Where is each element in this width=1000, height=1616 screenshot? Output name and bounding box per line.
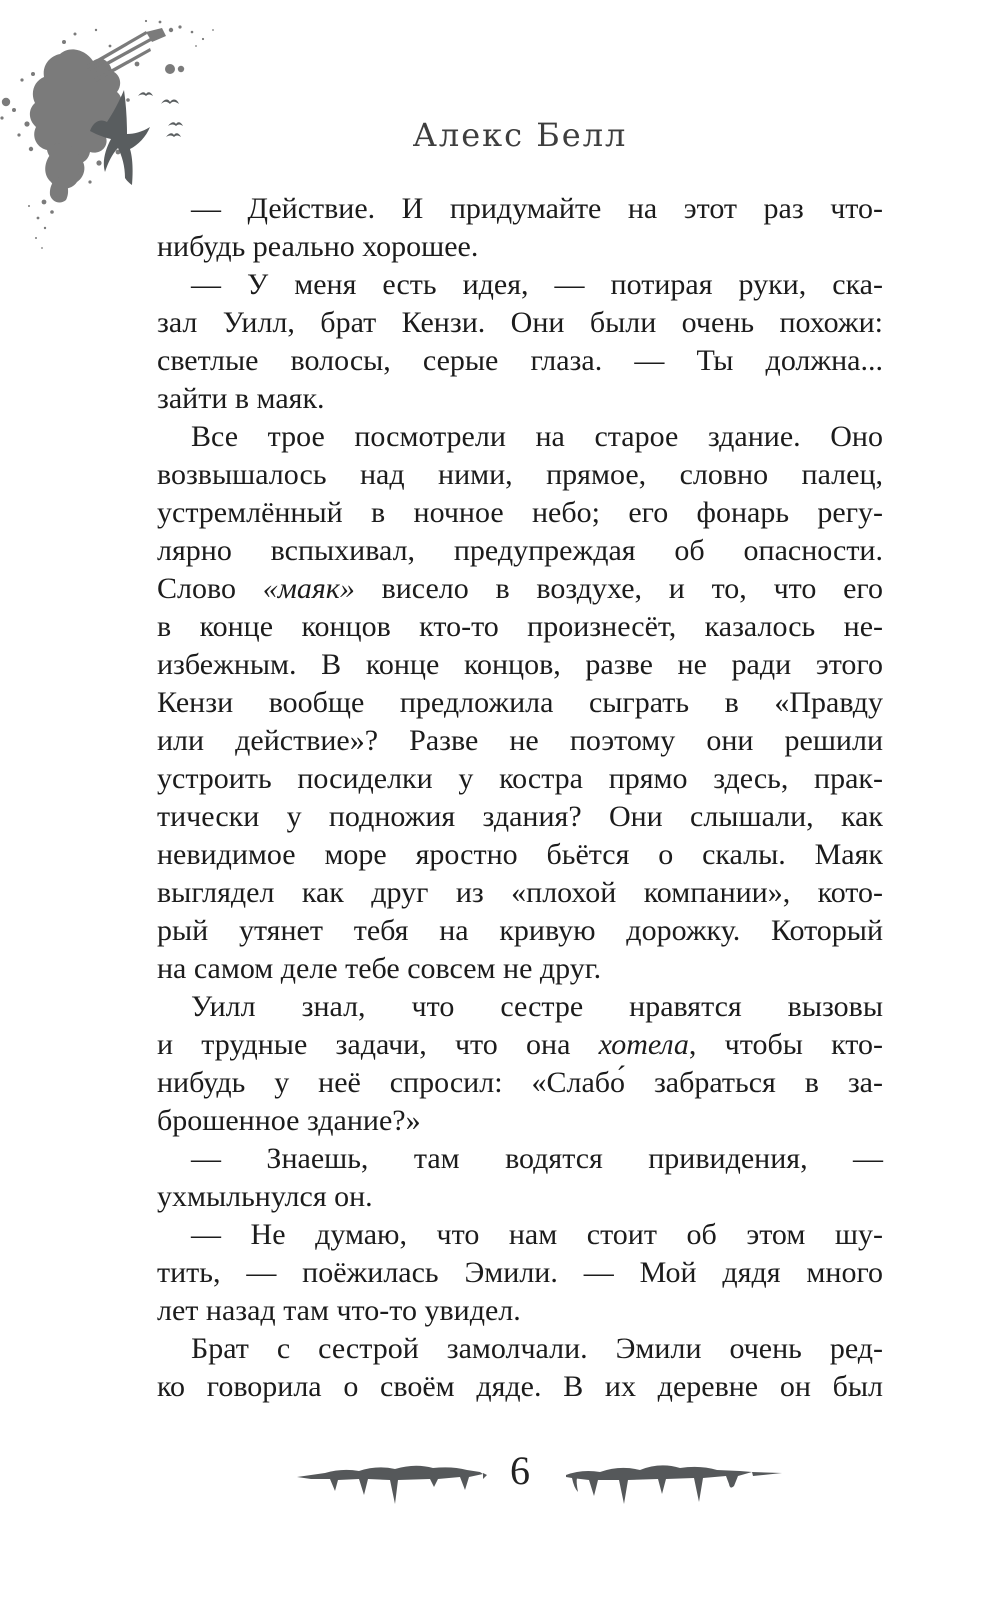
text-line: нибудь у неё спросил: «Слабо́ забраться в за- bbox=[157, 1066, 883, 1099]
text-line: в конце концов кто-то произнесёт, казалось не- bbox=[157, 610, 883, 643]
page-footer bbox=[157, 1448, 883, 1518]
text-line: — Знаешь, там водятся привидения, — bbox=[191, 1142, 883, 1175]
body-text bbox=[157, 190, 883, 1406]
text-line: или действие»? Разве не поэтому они решили bbox=[157, 724, 883, 757]
text-line: Брат с сестрой замолчали. Эмили очень ред- bbox=[191, 1332, 883, 1365]
text-line: лярно вспыхивал, предупреждая об опасности. bbox=[157, 534, 883, 567]
text-line: — Действие. И придумайте на этот раз что- bbox=[191, 192, 883, 225]
text-line: брошенное здание?» bbox=[157, 1104, 421, 1137]
text-line: тически у подножия здания? Они слышали, как bbox=[157, 800, 883, 833]
text-line: ухмыльнулся он. bbox=[157, 1180, 373, 1213]
text-line: зал Уилл, брат Кензи. Они были очень похожи: bbox=[157, 306, 883, 339]
text-line: невидимое море яростно бьётся о скалы. Маяк bbox=[157, 838, 883, 871]
text-line: Слово «маяк» висело в воздухе, и то, что его bbox=[157, 572, 883, 605]
text-line: избежным. В конце концов, разве не ради этого bbox=[157, 648, 883, 681]
text-line: устроить посиделки у костра прямо здесь, прак- bbox=[157, 762, 883, 795]
text-line: на самом деле тебе совсем не друг. bbox=[157, 952, 602, 985]
text-line: светлые волосы, серые глаза. — Ты должна... bbox=[157, 344, 883, 377]
text-line: ко говорила о своём дяде. В их деревне он был bbox=[157, 1370, 883, 1403]
running-head-author: Алекс Белл bbox=[412, 116, 628, 154]
text-line: — У меня есть идея, — потирая руки, ска- bbox=[191, 268, 883, 301]
text-line: устремлённый в ночное небо; его фонарь регу- bbox=[157, 496, 883, 529]
text-line: возвышалось над ними, прямое, словно палец, bbox=[157, 458, 883, 491]
text-line: Кензи вообще предложила сыграть в «Правду bbox=[157, 686, 883, 719]
text-line: лет назад там что-то увидел. bbox=[157, 1294, 521, 1327]
text-line: тить, — поёжилась Эмили. — Мой дядя много bbox=[157, 1256, 883, 1289]
text-line: рый утянет тебя на кривую дорожку. Который bbox=[157, 914, 883, 947]
text-line: Уилл знал, что сестре нравятся вызовы bbox=[191, 990, 883, 1023]
page-number: 6 bbox=[510, 1448, 530, 1493]
text-line: Все трое посмотрели на старое здание. Оно bbox=[191, 420, 883, 453]
ink-drip-right-icon bbox=[562, 1460, 782, 1510]
text-line: выглядел как друг из «плохой компании», кото- bbox=[157, 876, 883, 909]
text-line: зайти в маяк. bbox=[157, 382, 325, 415]
text-line: и трудные задачи, что она хотела, чтобы кто- bbox=[157, 1028, 883, 1061]
text-line: нибудь реально хорошее. bbox=[157, 230, 479, 263]
text-line: — Не думаю, что нам стоит об этом шу- bbox=[191, 1218, 883, 1251]
